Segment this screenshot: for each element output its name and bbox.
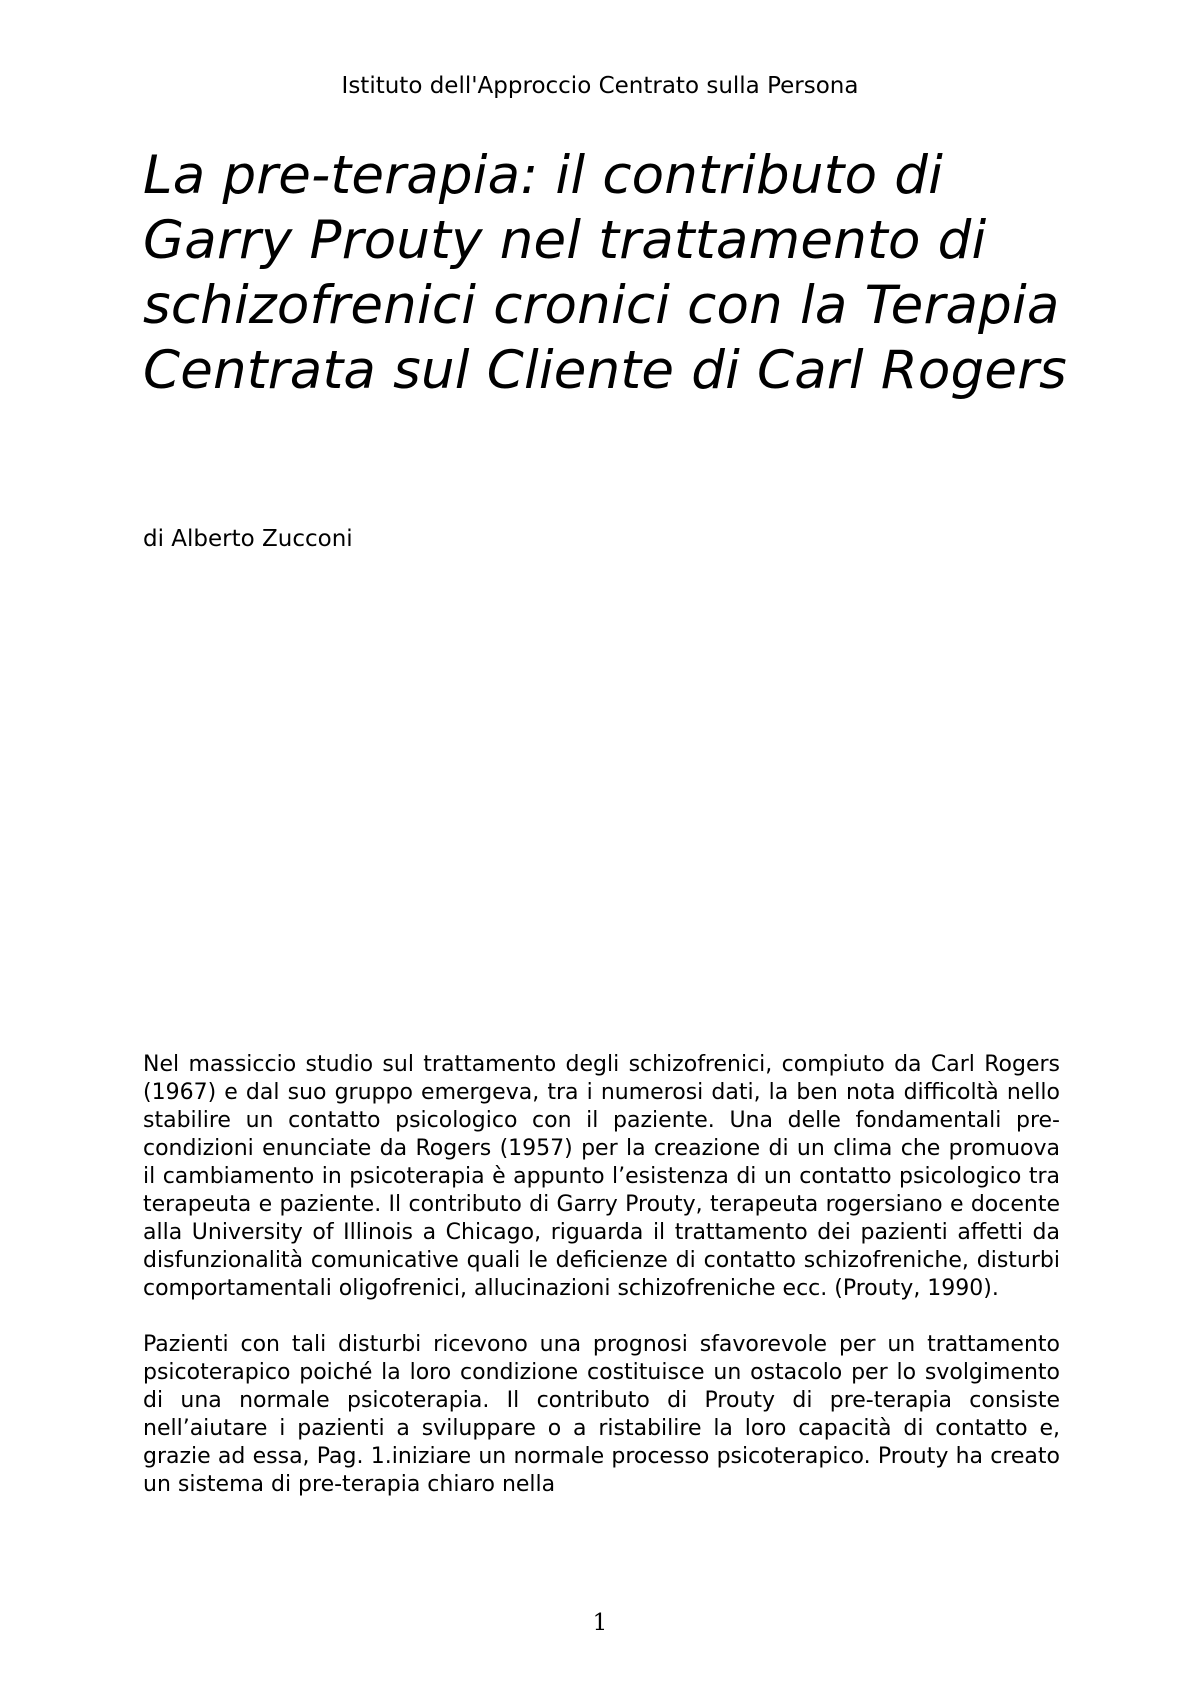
author-byline: di Alberto Zucconi — [143, 526, 353, 552]
article-body — [143, 1051, 1060, 1527]
body-paragraph-1: Nel massiccio studio sul trattamento degli schizofrenici, compiuto da Carl Rogers (1967) e dal suo gruppo emergeva, tra i numerosi dati, la ben nota difficoltà nello stabilire un contatto psicologico con il paziente. Una delle fondamentali pre-condizioni enunciate da Rogers (1957) per la creazione di un clima che promuova il cambiamento in psicoterapia è appunto l’esistenza di un contatto psicologico tra terapeuta e paziente. Il contributo di Garry Prouty, terapeuta rogersiano e docente alla University of Illinois a Chicago, riguarda il trattamento dei pazienti affetti da disfunzionalità comunicative quali le deficienze di contatto schizofreniche, disturbi comportamentali oligofrenici, allucinazioni schizofreniche ecc. (Prouty, 1990). — [143, 1052, 1060, 1301]
running-header: Istituto dell'Approccio Centrato sulla Persona — [341, 73, 859, 99]
page-number: 1 — [592, 1610, 608, 1636]
body-paragraph-2: Pazienti con tali disturbi ricevono una prognosi sfavorevole per un trattamento psicoterapico poiché la loro condizione costituisce un ostacolo per lo svolgimento di una normale psicoterapia. Il contributo di Prouty di pre-terapia consiste nell’aiutare i pazienti a sviluppare o a ristabilire la loro capacità di contatto e, grazie ad essa, Pag. 1.iniziare un normale processo psicoterapico. Prouty ha creato un sistema di pre-terapia chiaro nella — [143, 1332, 1060, 1497]
article-title: La pre-terapia: il contributo di Garry Prouty nel trattamento di schizofrenici cronici con la Terapia Centrata sul Cliente di Carl Rogers — [143, 145, 1067, 401]
